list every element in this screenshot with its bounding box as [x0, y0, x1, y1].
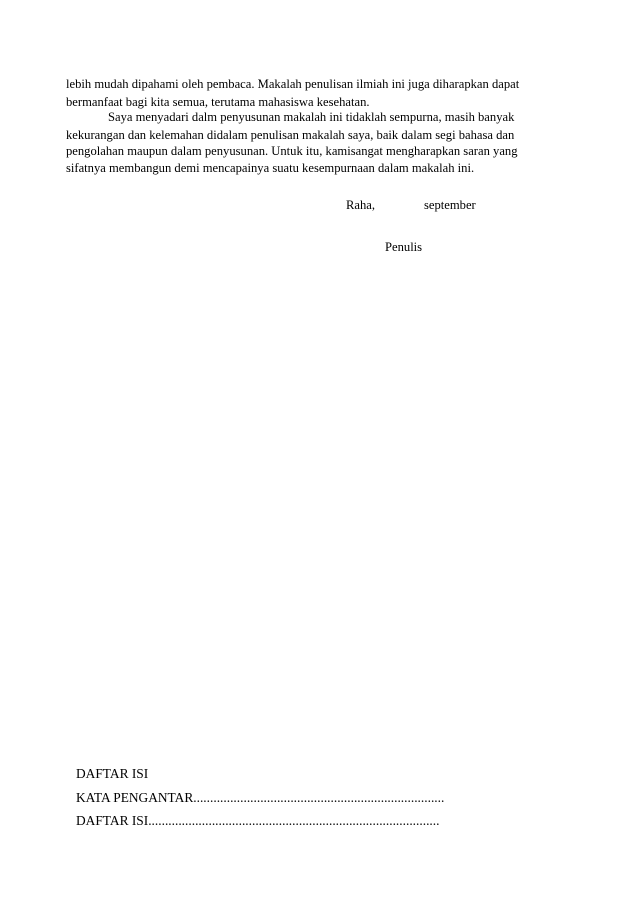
paragraph-line: bermanfaat bagi kita semua, terutama mahasiswa kesehatan. [66, 95, 370, 109]
paragraph-line: sifatnya membangun demi mencapainya suatu kesempurnaan dalam makalah ini. [66, 161, 475, 175]
paragraph-line: pengolahan maupun dalam penyusunan. Untuk itu, kamisangat mengharapkan saran yang [66, 144, 518, 158]
toc-entry: DAFTAR ISI....................................................................................... [76, 813, 440, 828]
toc-entry: KATA PENGANTAR........................................................................... [76, 790, 445, 805]
toc-heading: DAFTAR ISI [76, 766, 149, 781]
paragraph-line: kekurangan dan kelemahan didalam penulisan makalah saya, baik dalam segi bahasa dan [66, 128, 515, 142]
signature-place: Raha, [346, 198, 376, 212]
paragraph-line: Saya menyadari dalm penyusunan makalah ini tidaklah sempurna, masih banyak [108, 110, 515, 124]
paragraph-line: lebih mudah dipahami oleh pembaca. Makalah penulisan ilmiah ini juga diharapkan dapat [66, 77, 520, 91]
signature-month: september [424, 198, 476, 212]
signature-author: Penulis [385, 240, 423, 254]
